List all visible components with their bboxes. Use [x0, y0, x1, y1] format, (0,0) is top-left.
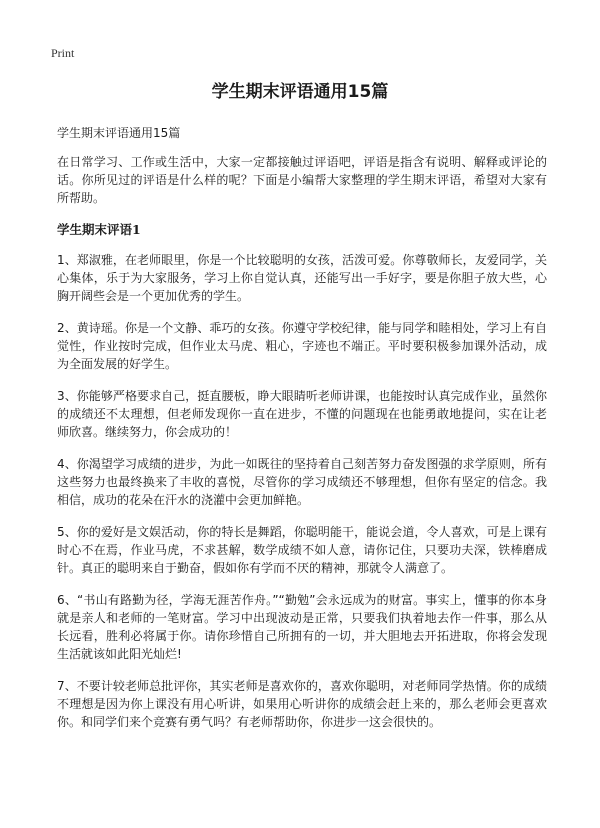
- page-title: 学生期末评语通用15篇: [211, 82, 389, 102]
- section-heading: 学生期末评语1: [57, 222, 141, 237]
- comment-paragraph-6: 6、“书山有路勤为径，学海无涯苦作舟。”“勤勉”会永远成为的财富。事实上，懂事的你本身就是亲人和老师的一笔财富。学习中出现波动是正常，只要我们执着地去作一件事，那么从长远看，胜利必将属于你。请你珍惜自己所拥有的一切，并大胆地去开拓进取，你将会发现生活就该如此阳光灿烂!: [57, 593, 547, 661]
- document-subtitle: 学生期末评语通用15篇: [57, 126, 181, 140]
- comment-paragraph-1: 1、郑淑雅，在老师眼里，你是一个比较聪明的女孩，活泼可爱。你尊敬师长，友爱同学，关心集体，乐于为大家服务，学习上你自觉认真，还能写出一手好字，要是你胆子放大些，心胸开阔些会是一个更加优秀的学生。: [57, 253, 547, 303]
- print-link[interactable]: Print: [51, 46, 75, 60]
- comment-paragraph-5: 5、你的爱好是文娱活动，你的特长是舞蹈，你聪明能干，能说会道，令人喜欢，可是上课有时心不在焉，作业马虎，不求甚解，数学成绩不如人意，请你记住，只要功夫深，铁棒磨成针。真正的聪明来自于勤奋，假如你有学而不厌的精神，那就令人满意了。: [57, 525, 547, 575]
- document-body: [57, 124, 547, 745]
- comment-paragraph-3: 3、你能够严格要求自己，挺直腰板，睁大眼睛听老师讲课，也能按时认真完成作业，虽然你的成绩还不太理想，但老师发现你一直在进步，不懂的问题现在也能勇敢地提问，实在让老师欣喜。继续努力，你会成功的！: [57, 389, 547, 439]
- intro-paragraph: 在日常学习、工作或生活中，大家一定都接触过评语吧，评语是指含有说明、解释或评论的话。你所见过的评语是什么样的呢？下面是小编帮大家整理的学生期末评语，希望对大家有所帮助。: [57, 155, 547, 205]
- comment-paragraph-2: 2、黄诗瑶。你是一个文静、乖巧的女孩。你遵守学校纪律，能与同学和睦相处，学习上有自觉性，作业按时完成，但作业太马虎、粗心，字迹也不端正。平时要积极参加课外活动，成为全面发展的好学生。: [57, 321, 547, 371]
- comment-paragraph-4: 4、你渴望学习成绩的进步，为此一如既往的坚持着自己刻苦努力奋发图强的求学原则，所有这些努力也最终换来了丰收的喜悦，尽管你的学习成绩还不够理想，但你有坚定的信念。我相信，成功的花朵在汗水的浇灌中会更加鲜艳。: [57, 457, 547, 507]
- comment-paragraph-7: 7、不要计较老师总批评你，其实老师是喜欢你的，喜欢你聪明，对老师同学热情。你的成绩不理想是因为你上课没有用心听讲，如果用心听讲你的成绩会赶上来的，那么老师会更喜欢你。和同学们来个竞赛有勇气吗？有老师帮助你，你进步一这会很快的。: [57, 679, 547, 729]
